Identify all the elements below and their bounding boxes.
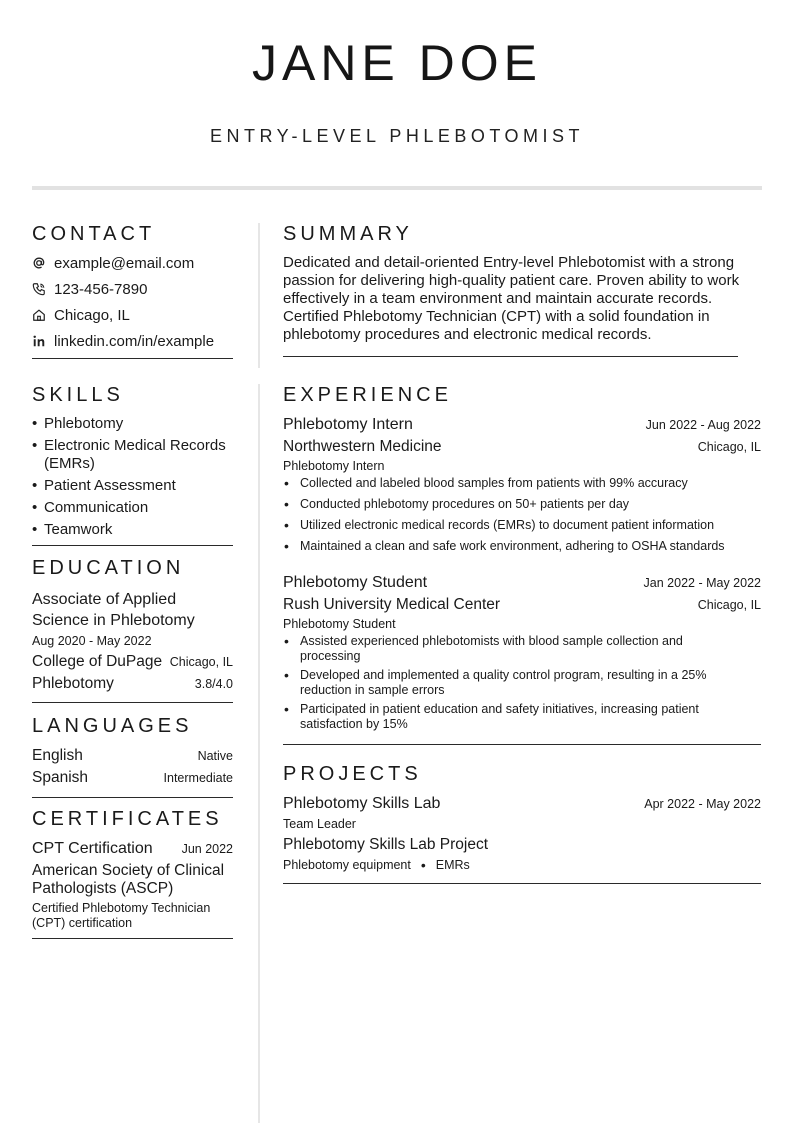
job-location: Chicago, IL (697, 598, 761, 612)
resume-name: JANE DOE (251, 35, 543, 91)
education-degree: Associate of Applied Science in Phlebotomy (32, 591, 195, 629)
skills-heading: SKILLS (32, 384, 124, 406)
skill-item: • Phlebotomy (32, 415, 124, 432)
contact-linkedin-text: linkedin.com/in/example (54, 332, 215, 350)
summary-section (283, 223, 761, 357)
job-title: Phlebotomy Intern (283, 416, 413, 433)
projects-section (283, 763, 761, 884)
contact-divider (32, 358, 233, 359)
education-location: Chicago, IL (169, 655, 233, 669)
skills-section (32, 384, 233, 546)
job-bullet: • Maintained a clean and safe work environment, adhering to OSHA standards (284, 538, 725, 554)
languages-divider (32, 797, 233, 798)
skill-item: • Teamwork (32, 521, 113, 538)
header-divider (32, 186, 762, 190)
contact-email-text: example@email.com (54, 254, 195, 272)
contact-section (32, 223, 233, 359)
certificate-date: Jun 2022 (181, 842, 233, 856)
project-tag: Phlebotomy equipment (283, 858, 411, 872)
skills-divider (32, 545, 233, 546)
at-sign-icon (32, 256, 54, 270)
projects-heading: PROJECTS (283, 763, 422, 785)
contact-location-text: Chicago, IL (54, 306, 130, 324)
job-dates: Jun 2022 - Aug 2022 (645, 418, 761, 432)
job-dates: Jan 2022 - May 2022 (643, 576, 761, 590)
summary-heading: SUMMARY (283, 223, 413, 245)
contact-phone[interactable] (32, 276, 233, 302)
job-location: Chicago, IL (697, 440, 761, 454)
certificates-section (32, 808, 233, 939)
experience-section (283, 384, 761, 745)
languages-section (32, 715, 233, 798)
job-bullet: • Utilized electronic medical records (EMRs) to document patient information (284, 517, 715, 533)
certificates-heading: CERTIFICATES (32, 808, 223, 830)
job-bullet: • Assisted experienced phlebotomists with blood sample collection and processing (284, 633, 683, 663)
resume-title: ENTRY-LEVEL PHLEBOTOMIST (209, 126, 585, 146)
job-bullet: • Participated in patient education and safety initiatives, increasing patient satisfaction by 15% (284, 701, 699, 731)
job-role: Phlebotomy Intern (283, 459, 385, 473)
project-dates: Apr 2022 - May 2022 (644, 797, 761, 811)
job-title: Phlebotomy Student (283, 574, 428, 591)
certificates-divider (32, 938, 233, 939)
project-title: Phlebotomy Skills Lab Project (283, 836, 489, 853)
experience-entry (283, 574, 761, 732)
education-field: Phlebotomy (32, 675, 114, 692)
tag-separator: • (420, 857, 426, 873)
column-divider (258, 384, 260, 1123)
job-bullet: • Conducted phlebotomy procedures on 50+ patients per day (284, 496, 630, 512)
language-item: English Native (32, 747, 233, 764)
languages-heading: LANGUAGES (32, 715, 193, 737)
experience-divider (283, 744, 761, 745)
education-dates: Aug 2020 - May 2022 (32, 634, 152, 648)
job-bullet: • Collected and labeled blood samples from patients with 99% accuracy (284, 475, 688, 491)
education-heading: EDUCATION (32, 557, 185, 579)
project-role: Team Leader (283, 817, 356, 831)
education-gpa: 3.8/4.0 (194, 677, 233, 691)
projects-divider (283, 883, 761, 884)
certificate-issuer: American Society of Clinical Pathologists (ASCP) (32, 862, 225, 897)
home-icon (32, 308, 54, 322)
linkedin-icon (32, 334, 54, 348)
job-role: Phlebotomy Student (283, 617, 396, 631)
certificate-description: Certified Phlebotomy Technician (CPT) certification (32, 901, 211, 930)
education-section (32, 557, 233, 703)
job-company: Northwestern Medicine (283, 438, 442, 455)
project-tags (283, 857, 761, 873)
experience-entry (283, 416, 761, 560)
summary-text: Dedicated and detail-oriented Entry-level Phlebotomist with a strong passion for delivering high-quality patient care. Proven ability to work effectively in a team environment and maintain accurate records. Certified Phlebotomy Technician (CPT) with a solid foundation in phlebotomy procedures and electronic medical records. (283, 254, 740, 343)
language-item: Spanish Intermediate (32, 769, 233, 786)
column-divider (258, 223, 260, 368)
skill-item: • Patient Assessment (32, 477, 176, 494)
contact-email[interactable] (32, 250, 233, 276)
skill-item: • Communication (32, 499, 149, 516)
certificate-name: CPT Certification (32, 840, 153, 857)
project-name: Phlebotomy Skills Lab (283, 795, 441, 812)
contact-heading: CONTACT (32, 223, 156, 245)
skill-item: • Electronic Medical Records (EMRs) (32, 437, 226, 472)
contact-location (32, 302, 233, 328)
summary-divider (283, 356, 738, 357)
education-divider (32, 702, 233, 703)
experience-heading: EXPERIENCE (283, 384, 452, 406)
job-bullet: • Developed and implemented a quality control program, resulting in a 25% reduction in sample errors (284, 667, 707, 697)
job-company: Rush University Medical Center (283, 596, 501, 613)
contact-phone-text: 123-456-7890 (54, 280, 148, 298)
contact-linkedin[interactable] (32, 328, 233, 354)
education-school: College of DuPage (32, 653, 163, 670)
phone-icon (32, 282, 54, 296)
project-tag: EMRs (435, 858, 470, 872)
